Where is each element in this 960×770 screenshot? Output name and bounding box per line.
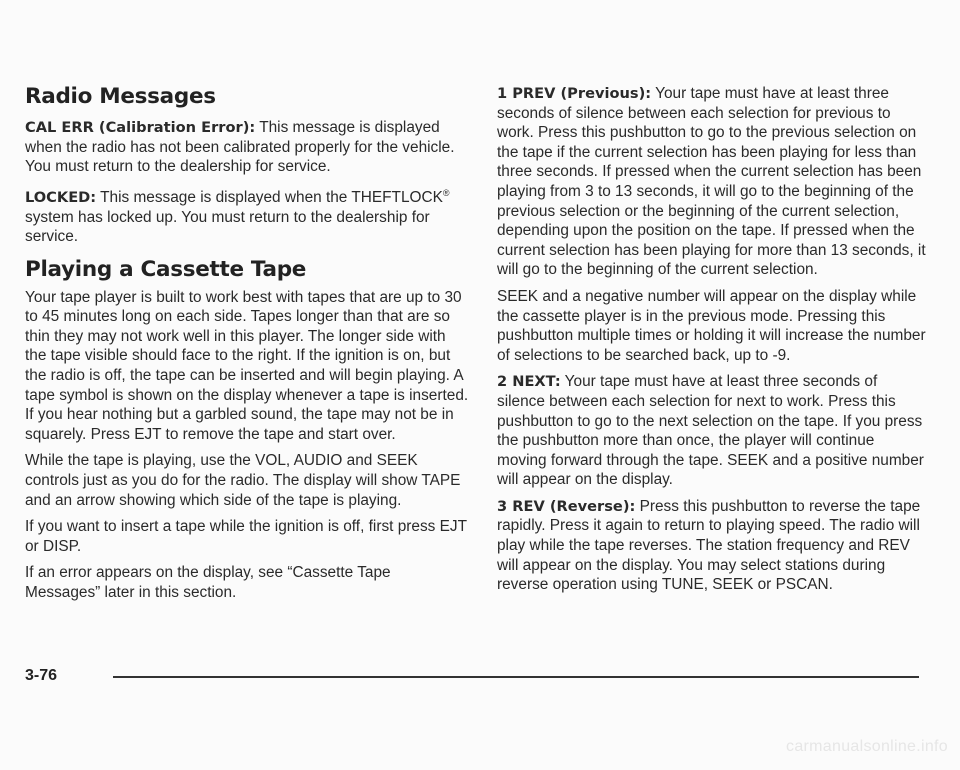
locked-text-1: This message is displayed when the THEFTLOCK [96, 188, 443, 206]
left-column [25, 84, 470, 610]
prev-paragraph [497, 84, 927, 280]
cal-err-text: This message is displayed when the radio has not been calibrated properly for the vehicle. You must return to the dealership for service. [25, 119, 455, 176]
rev-term: 3 REV (Reverse): [497, 497, 636, 515]
cassette-paragraph-3: If you want to insert a tape while the ignition is off, first press EJT or DISP. [25, 518, 467, 555]
page-number: 3-76 [25, 667, 58, 684]
locked-text-2: system has locked up. You must return to the dealership for service. [25, 208, 430, 246]
registered-mark: ® [442, 187, 450, 198]
cal-err-paragraph [25, 118, 470, 177]
locked-term: LOCKED: [25, 188, 97, 206]
cassette-paragraph-2: While the tape is playing, use the VOL, AUDIO and SEEK controls just as you do for the radio. The display will show TAPE and an arrow showing which side of the tape is playing. [25, 452, 461, 509]
prev-text: Your tape must have at least three seconds of silence between each selection for previous to work. Press this pushbutton to go to the previous selection on the tape if the current selection has been playing for less than three seconds. If pressed when the current selection has been playing from 3 to 13 seconds, it will go to the beginning of the previous selection or the beginning of the current selection, depending upon the position on the tape. If pressed when the current selection has been playing for more than 13 seconds, it will go to the beginning of the current selection. [497, 85, 926, 279]
footer-rule [113, 676, 919, 678]
cassette-paragraph-4: If an error appears on the display, see “Cassette Tape Messages” later in this section. [25, 564, 391, 601]
next-text: Your tape must have at least three seconds of silence between each selection for next to work. Press this pushbutton to go to the next selection on the tape. If you press the pushbutton more than once, the player will continue moving forward through the tape. SEEK and a positive number will appear on the display. [497, 373, 924, 489]
rev-paragraph [497, 497, 927, 595]
right-column [497, 84, 927, 602]
cal-err-term: CAL ERR (Calibration Error): [25, 119, 256, 136]
heading-radio-messages: Radio Messages [25, 84, 216, 109]
seek-paragraph: SEEK and a negative number will appear on the display while the cassette player is in the previous mode. Pressing this pushbutton multiple times or holding it will increase the number of selections to be searched back, up to -9. [497, 287, 926, 364]
watermark: carmanualsonline.info [786, 738, 948, 755]
rev-text: Press this pushbutton to reverse the tape rapidly. Press it again to return to playing speed. The radio will play while the tape reverses. The station frequency and REV will appear on the display. You may select stations during reverse operation using TUNE, SEEK or PSCAN. [497, 497, 921, 594]
heading-playing-cassette: Playing a Cassette Tape [25, 256, 307, 282]
next-term: 2 NEXT: [497, 373, 561, 391]
locked-paragraph [25, 184, 470, 247]
cassette-paragraph-1: Your tape player is built to work best with tapes that are up to 30 to 45 minutes long on each side. Tapes longer than that are so thin they may not work well in this player. The longer side with the tape visible should face to the right. If the ignition is on, but the radio is off, the tape can be inserted and will begin playing. A tape symbol is shown on the display whenever a tape is inserted. If you hear nothing but a garbled sound, the tape may not be in squarely. Press EJT to remove the tape and start over. [25, 288, 469, 443]
next-paragraph [497, 372, 927, 490]
prev-term: 1 PREV (Previous): [497, 85, 652, 102]
